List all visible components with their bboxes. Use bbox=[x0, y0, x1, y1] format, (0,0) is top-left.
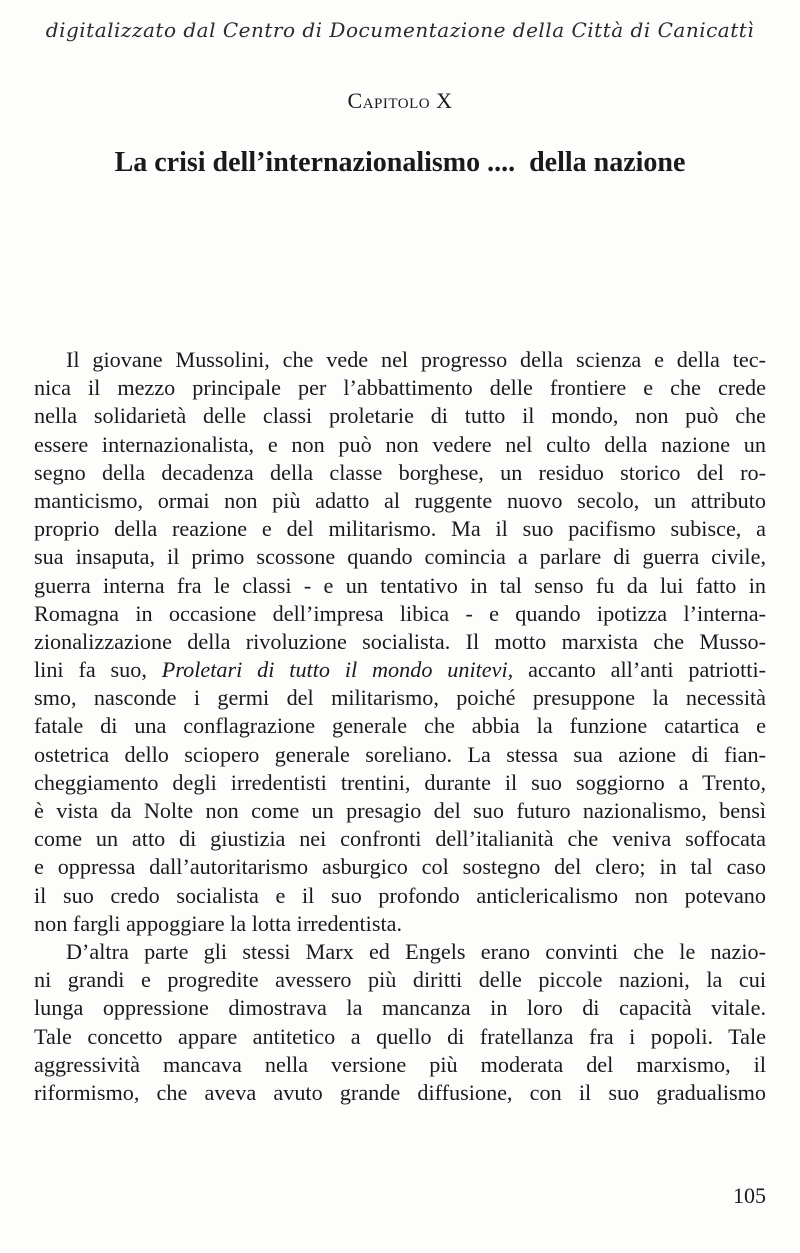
text-line: manticismo, ormai non più adatto al ruggente nuovo secolo, un attributo bbox=[34, 487, 766, 513]
text-segment: lini fa suo, bbox=[34, 657, 162, 683]
text-line: non fargli appoggiare la lotta irredentista. bbox=[34, 910, 403, 936]
text-line: fatale di una conflagrazione generale che abbia la funzione catartica e bbox=[34, 713, 766, 739]
text-line: zionalizzazione della rivoluzione socialista. Il motto marxista che Musso- bbox=[34, 628, 766, 654]
text-line: il suo credo socialista e il suo profondo anticlericalismo non potevano bbox=[34, 882, 766, 908]
text-line: ostetrica dello sciopero generale soreliano. La stessa sua azione di fian- bbox=[34, 741, 766, 767]
body-text bbox=[34, 346, 766, 1107]
text-line: Romagna in occasione dell’impresa libica - e quando ipotizza l’interna- bbox=[34, 600, 766, 626]
text-line: nella solidarietà delle classi proletarie di tutto il mondo, non può che bbox=[34, 403, 766, 429]
text-segment: accanto all’anti patriotti- bbox=[513, 657, 766, 683]
text-line: nica il mezzo principale per l’abbattimento delle frontiere e che crede bbox=[34, 375, 766, 401]
text-line: è vista da Nolte non come un presagio del suo futuro nazionalismo, bensì bbox=[34, 798, 766, 823]
text-line: e oppressa dall’autoritarismo asburgico col sostegno del clero; in tal caso bbox=[34, 854, 766, 880]
text-line: guerra interna fra le classi - e un tentativo in tal senso fu da lui fatto in bbox=[34, 572, 766, 598]
page-number: 105 bbox=[733, 1183, 766, 1208]
text-line: come un atto di giustizia nei confronti dell’italianità che veniva soffocata bbox=[34, 826, 766, 852]
text-line: Il giovane Mussolini, che vede nel progresso della scienza e della tec- bbox=[66, 347, 766, 372]
text-line: segno della decadenza della classe borghese, un residuo storico del ro- bbox=[34, 459, 766, 485]
text-line: Tale concetto appare antitetico a quello di fratellanza fra i popoli. Tale bbox=[34, 1023, 766, 1049]
text-line: lunga oppressione dimostrava la mancanza in loro di capacità vitale. bbox=[34, 995, 766, 1021]
text-line bbox=[34, 656, 766, 684]
text-line: essere internazionalista, e non può non vedere nel culto della nazione un bbox=[34, 431, 766, 457]
chapter-label: Capitolo X bbox=[347, 88, 453, 113]
text-line: proprio della reazione e del militarismo. Ma il suo pacifismo subisce, a bbox=[34, 516, 766, 542]
italic-motto: Proletari di tutto il mondo unitevi, bbox=[161, 657, 514, 683]
text-line: ni grandi e progredite avessero più diritti delle piccole nazioni, la cui bbox=[34, 967, 766, 993]
text-line: aggressività mancava nella versione più moderata del marxismo, il bbox=[34, 1051, 766, 1077]
text-line: D’altra parte gli stessi Marx ed Engels erano convinti che le nazio- bbox=[66, 938, 766, 964]
text-line: riformismo, che aveva avuto grande diffusione, con il suo gradualismo bbox=[34, 1079, 766, 1105]
text-line: cheggiamento degli irredentisti trentini, durante il suo soggiorno a Trento, bbox=[34, 769, 766, 795]
text-line: sua insaputa, il primo scossone quando comincia a parlare di guerra civile, bbox=[34, 544, 766, 570]
digitization-watermark: digitalizzato dal Centro di Documentazione della Città di Canicattì bbox=[45, 18, 755, 42]
text-line: smo, nasconde i germi del militarismo, poiché presuppone la necessità bbox=[34, 685, 766, 711]
chapter-title: La crisi dell’internazionalismo .... della nazione bbox=[114, 147, 686, 178]
